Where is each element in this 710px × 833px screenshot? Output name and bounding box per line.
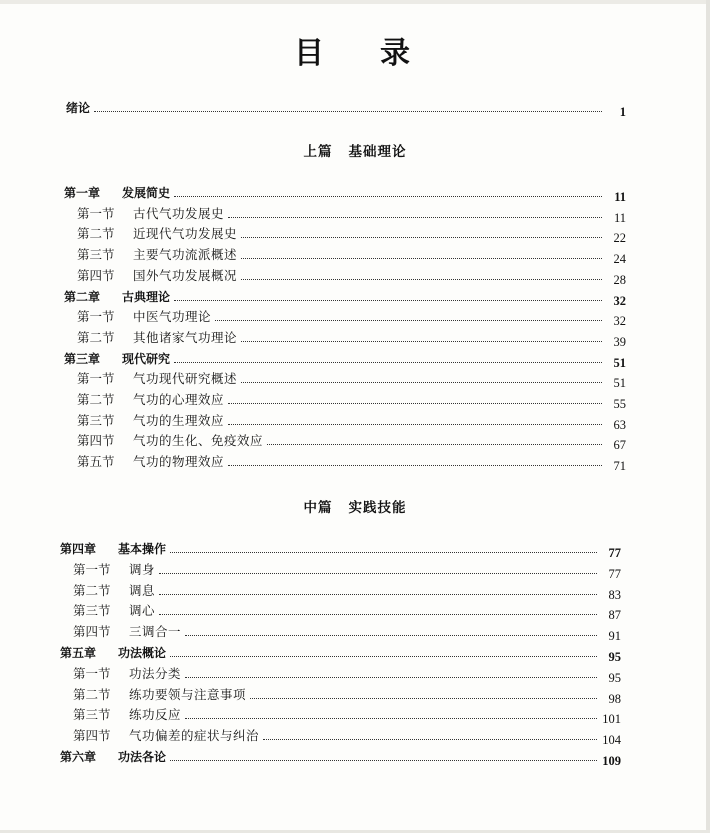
page-number: 11 — [614, 190, 626, 204]
section-number: 第二节 — [73, 686, 111, 702]
toc-section-row[interactable] — [77, 202, 626, 225]
page-title — [0, 28, 710, 71]
section-number: 第四节 — [77, 267, 115, 283]
toc-chapter-row[interactable] — [64, 347, 626, 370]
section-number: 第一节 — [77, 205, 115, 221]
leader-dots — [241, 269, 602, 280]
section-number: 第四节 — [73, 624, 111, 640]
page-number: 109 — [602, 754, 621, 768]
section-title: 其他诸家气功理论 — [133, 329, 238, 345]
section-title: 气功的心理效应 — [133, 392, 225, 407]
page-number: 104 — [602, 733, 621, 748]
leader-dots — [241, 227, 602, 238]
chapter-number: 第二章 — [64, 289, 101, 304]
section-title: 练功要领与注意事项 — [129, 686, 247, 702]
leader-dots — [228, 414, 602, 425]
leader-dots — [170, 646, 597, 657]
chapter-title: 发展简史 — [122, 186, 171, 200]
section-number: 第一节 — [73, 665, 111, 681]
leader-dots — [174, 186, 602, 197]
page-number: 91 — [608, 629, 621, 644]
toc-row-intro[interactable] — [66, 96, 626, 119]
section-number: 第三节 — [73, 603, 111, 619]
leader-dots — [170, 542, 597, 553]
page-number: 101 — [602, 712, 621, 727]
section-title: 气功偏差的症状与纠治 — [129, 728, 260, 744]
page-number: 63 — [613, 417, 626, 432]
part-heading-part: 上篇 — [303, 144, 333, 160]
chapter-number: 第四章 — [60, 542, 97, 556]
title-char-1: 目 — [294, 36, 324, 71]
toc-section-row[interactable] — [73, 703, 621, 727]
page-number: 95 — [608, 670, 621, 685]
leader-dots — [228, 393, 602, 404]
section-title: 气功的物理效应 — [133, 454, 225, 470]
toc-section-row[interactable] — [73, 599, 621, 623]
section-number: 第三节 — [77, 247, 115, 263]
leader-dots — [250, 688, 597, 699]
toc-section-row[interactable] — [77, 243, 626, 267]
section-number: 第二节 — [77, 392, 115, 407]
leader-dots — [228, 207, 602, 218]
leader-dots — [228, 455, 602, 466]
section-title: 调身 — [129, 561, 156, 577]
toc-section-row[interactable] — [77, 326, 626, 349]
section-number: 第三节 — [73, 707, 111, 723]
leader-dots — [263, 729, 597, 740]
section-number: 第四节 — [73, 728, 111, 744]
leader-dots — [185, 667, 597, 678]
chapter-title: 基本操作 — [118, 542, 167, 556]
page-number: 67 — [613, 438, 626, 453]
section-number: 第二节 — [73, 582, 111, 598]
section-number: 第四节 — [77, 433, 115, 449]
page-number: 24 — [613, 252, 626, 267]
section-title: 近现代气功发展史 — [133, 226, 238, 242]
chapter-title: 功法概论 — [118, 646, 167, 660]
toc-section-row[interactable] — [73, 579, 621, 602]
section-number: 第二节 — [77, 329, 115, 345]
section-title: 气功的生化、免疫效应 — [133, 433, 264, 449]
section-title: 调心 — [129, 603, 156, 619]
toc-section-row[interactable] — [73, 558, 621, 581]
leader-dots — [241, 372, 602, 383]
chapter-number: 第三章 — [64, 351, 101, 366]
page-number: 11 — [613, 210, 626, 225]
section-title: 主要气功流派概述 — [133, 247, 238, 263]
page-number: 71 — [613, 459, 626, 474]
toc-chapter-row[interactable] — [60, 537, 621, 560]
page-number: 32 — [613, 314, 626, 329]
title-char-2: 录 — [380, 36, 410, 71]
section-number: 第五节 — [77, 454, 115, 470]
chapter-number: 第五章 — [60, 646, 97, 660]
toc-section-row[interactable] — [73, 620, 621, 644]
page-number: 39 — [613, 334, 626, 349]
section-title: 古代气功发展史 — [133, 205, 225, 221]
leader-dots — [170, 750, 597, 761]
leader-dots — [185, 708, 597, 719]
leader-dots — [267, 434, 602, 445]
section-title: 调息 — [129, 582, 156, 598]
toc-section-row[interactable] — [77, 388, 626, 411]
chapter-title: 现代研究 — [122, 351, 171, 366]
part-heading-name: 实践技能 — [348, 500, 407, 516]
section-number: 第一节 — [73, 561, 111, 577]
toc-section-row[interactable] — [73, 662, 621, 685]
toc-chapter-row[interactable] — [64, 285, 626, 308]
toc-chapter-row[interactable] — [60, 745, 621, 768]
leader-dots — [241, 331, 602, 342]
toc-section-row[interactable] — [77, 429, 626, 453]
toc-section-row[interactable] — [73, 683, 621, 706]
page-number: 28 — [613, 272, 626, 287]
page-number: 87 — [608, 608, 621, 623]
intro-label: 绪论 — [66, 101, 91, 115]
leader-dots — [159, 604, 597, 615]
leader-dots — [241, 248, 602, 259]
page-edge-right — [706, 0, 710, 833]
chapter-title: 功法各论 — [118, 750, 167, 764]
part-heading-name: 基础理论 — [348, 144, 407, 160]
page-number: 77 — [608, 546, 621, 560]
toc-section-row[interactable] — [77, 367, 626, 391]
page-edge-top — [0, 0, 710, 4]
leader-dots — [159, 584, 597, 595]
leader-dots — [174, 290, 602, 301]
toc-section-row[interactable] — [77, 305, 626, 329]
page-number: 77 — [608, 566, 621, 581]
part-heading — [0, 140, 710, 160]
leader-dots — [159, 563, 597, 574]
section-number: 第一节 — [77, 309, 115, 325]
page-number: 98 — [608, 691, 621, 706]
leader-dots — [94, 101, 602, 112]
section-number: 第一节 — [77, 371, 115, 387]
toc-section-row[interactable] — [77, 264, 626, 287]
section-title: 气功现代研究概述 — [133, 371, 238, 387]
part-heading — [0, 496, 710, 516]
leader-dots — [185, 625, 597, 636]
chapter-number: 第一章 — [64, 186, 101, 200]
part-heading-part: 中篇 — [303, 500, 333, 516]
leader-dots — [174, 352, 602, 363]
toc-section-row[interactable] — [73, 724, 621, 748]
leader-dots — [215, 310, 602, 321]
page-number: 55 — [613, 397, 626, 411]
intro-page: 1 — [619, 105, 626, 119]
page-number: 51 — [613, 376, 626, 391]
toc-section-row[interactable] — [77, 222, 626, 246]
section-title: 三调合一 — [129, 624, 182, 640]
toc-section-row[interactable] — [77, 450, 626, 474]
page-number: 83 — [608, 587, 621, 602]
section-number: 第三节 — [77, 412, 115, 428]
toc-chapter-row[interactable] — [60, 641, 621, 664]
chapter-number: 第六章 — [60, 750, 97, 764]
section-title: 气功的生理效应 — [133, 412, 225, 428]
section-title: 练功反应 — [129, 707, 182, 723]
page-number: 51 — [613, 355, 626, 370]
section-title: 中医气功理论 — [133, 309, 212, 325]
toc-chapter-row[interactable] — [64, 181, 626, 204]
page-number: 22 — [613, 231, 626, 246]
section-title: 国外气功发展概况 — [133, 267, 238, 283]
chapter-title: 古典理论 — [122, 289, 171, 304]
section-title: 功法分类 — [129, 665, 182, 681]
section-number: 第二节 — [77, 226, 115, 242]
page-number: 95 — [608, 650, 621, 664]
toc-section-row[interactable] — [77, 409, 626, 432]
page-number: 32 — [613, 293, 626, 308]
